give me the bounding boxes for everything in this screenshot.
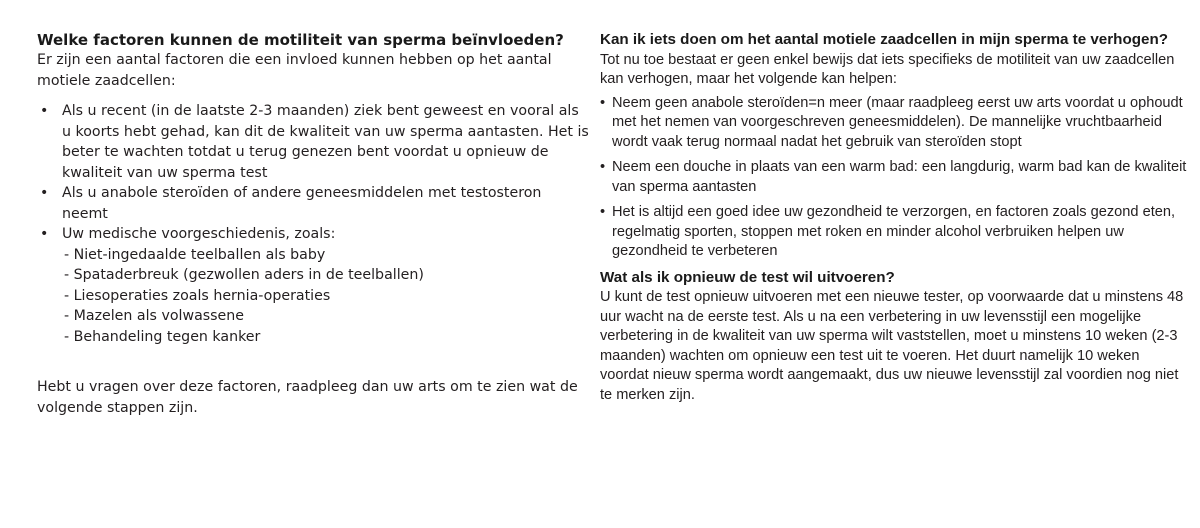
increase-motility-list bbox=[600, 94, 1190, 262]
bullet-marker: • bbox=[40, 226, 49, 242]
list-item-text: Als u anabole steroïden of andere geneesmiddelen met testosteron neemt bbox=[62, 185, 542, 222]
list-item bbox=[37, 224, 589, 347]
sub-list-item: - Spataderbreuk (gezwollen aders in de teelballen) bbox=[64, 267, 424, 283]
bullet-marker: • bbox=[600, 204, 606, 220]
left-column bbox=[37, 30, 589, 418]
motility-factors-list bbox=[37, 101, 589, 347]
list-item bbox=[37, 183, 589, 224]
list-item-text: Neem geen anabole steroïden=n meer (maar raadpleeg eerst uw arts voordat u ophoudt met het nemen van voorgeschreven geneesmiddelen). De mannelijke vruchtbaarheid wordt vaak terug normaal nadat het gebruik van steroïden stopt bbox=[612, 94, 1183, 150]
list-item bbox=[600, 203, 1190, 262]
sub-list-item: - Behandeling tegen kanker bbox=[64, 328, 261, 345]
list-item-text: Het is altijd een goed idee uw gezondheid te verzorgen, en factoren zoals gezond eten, regelmatig sporten, stoppen met roken en minder alcohol verbruiken helpen uw gezondheid te verbeteren bbox=[612, 204, 1176, 259]
retest-paragraph: U kunt de test opnieuw uitvoeren met een nieuwe tester, op voorwaarde dat u minstens 48 uur wacht na de eerste test. Als u na een verbetering in uw levensstijl een mogelijke verbetering in de kwaliteit van uw sperma wilt vaststellen, moet u minstens 10 weken (2-3 maanden) wachten om opnieuw een test uit te voeren. Het duurt namelijk 10 weken voordat nieuw sperma wordt aangemaakt, dus uw nieuwe levensstijl zal voordien nog niet te merken zijn. bbox=[600, 289, 1184, 403]
bullet-marker: • bbox=[40, 103, 49, 119]
list-item bbox=[600, 94, 1190, 153]
list-item-text: Uw medische voorgeschiedenis, zoals: bbox=[62, 226, 336, 242]
bullet-marker: • bbox=[600, 159, 606, 175]
list-item-text: Als u recent (in de laatste 2-3 maanden) ziek bent geweest en vooral als u koorts hebt gehad, kan dit de kwaliteit van uw sperma aantasten. Het is beter te wachten totdat u terug genezen bent voordat u opnieuw de kwaliteit van uw sperma test bbox=[62, 103, 589, 181]
motility-factors-heading: Welke factoren kunnen de motiliteit van sperma beïnvloeden? bbox=[37, 31, 564, 49]
sub-list-item: - Mazelen als volwassene bbox=[64, 308, 244, 324]
increase-motility-intro: Tot nu toe bestaat er geen enkel bewijs dat iets specifieks de motiliteit van uw zaadcellen kan verhogen, maar het volgende kan helpen: bbox=[600, 51, 1175, 87]
medical-history-sublist bbox=[62, 245, 589, 348]
closing-paragraph: Hebt u vragen over deze factoren, raadpleeg dan uw arts om te zien wat de volgende stappen zijn. bbox=[37, 379, 578, 416]
sub-list-item: - Niet-ingedaalde teelballen als baby bbox=[64, 246, 326, 263]
list-item bbox=[37, 101, 589, 183]
list-item bbox=[600, 158, 1190, 197]
list-item-text: Neem een douche in plaats van een warm bad: een langdurig, warm bad kan de kwaliteit van sperma aantasten bbox=[612, 159, 1187, 195]
retest-heading: Wat als ik opnieuw de test wil uitvoeren? bbox=[600, 268, 895, 286]
motility-factors-intro: Er zijn een aantal factoren die een invloed kunnen hebben op het aantal motiele zaadcellen: bbox=[37, 52, 552, 89]
bullet-marker: • bbox=[600, 94, 606, 111]
increase-motility-heading: Kan ik iets doen om het aantal motiele zaadcellen in mijn sperma te verhogen? bbox=[600, 31, 1168, 48]
sub-list-item: - Liesoperaties zoals hernia-operaties bbox=[64, 287, 331, 304]
right-column bbox=[600, 30, 1190, 405]
bullet-marker: • bbox=[40, 185, 49, 201]
